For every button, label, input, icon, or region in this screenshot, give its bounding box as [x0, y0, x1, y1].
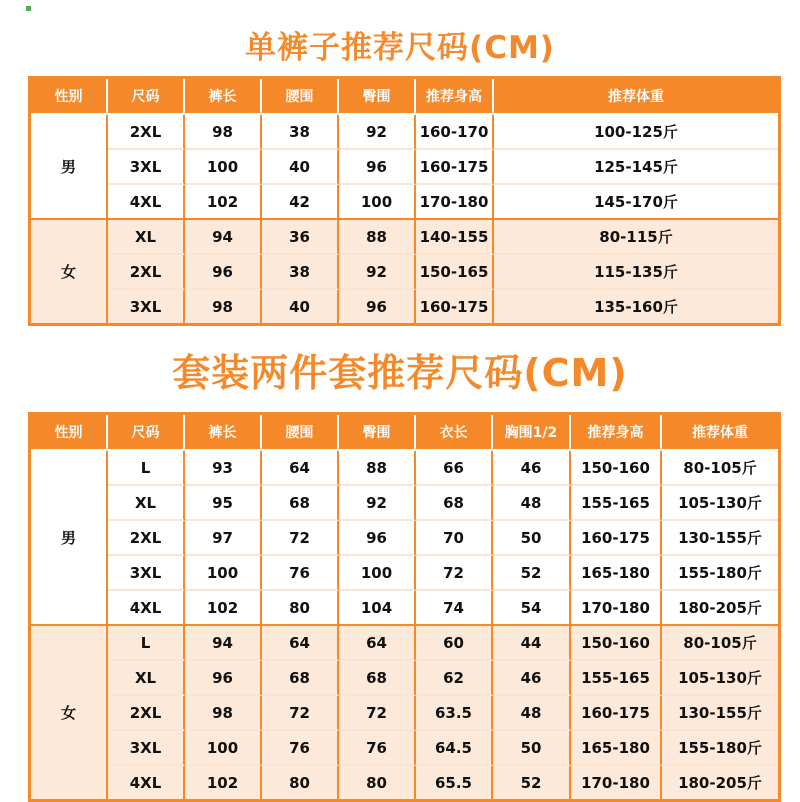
table-row — [31, 521, 778, 556]
table-row — [31, 766, 778, 799]
table-cell: 38 — [262, 255, 339, 290]
table-cell: 145-170斤 — [494, 185, 778, 220]
table-cell: 3XL — [108, 731, 185, 766]
table-cell: 180-205斤 — [662, 591, 778, 626]
gender-cell: 女 — [31, 626, 108, 799]
table-cell: 95 — [185, 486, 262, 521]
table-cell: 3XL — [108, 556, 185, 591]
table-cell: 52 — [493, 766, 571, 799]
column-header: 推荐体重 — [494, 79, 778, 115]
table-cell: 52 — [493, 556, 571, 591]
table-cell: 96 — [339, 290, 416, 323]
table-cell: 38 — [262, 115, 339, 150]
table-cell: 92 — [339, 255, 416, 290]
table-cell: 98 — [185, 115, 262, 150]
table-cell: 180-205斤 — [662, 766, 778, 799]
table-cell: 76 — [262, 556, 339, 591]
table-cell: L — [108, 626, 185, 661]
table-cell: 92 — [339, 115, 416, 150]
table-cell: 2XL — [108, 115, 185, 150]
table-row — [31, 731, 778, 766]
column-header: 腰围 — [262, 415, 339, 451]
table-row — [31, 290, 778, 323]
column-header: 衣长 — [416, 415, 493, 451]
table-cell: 80 — [262, 591, 339, 626]
table-cell: 150-160 — [571, 626, 662, 661]
header-row — [31, 79, 778, 115]
table-cell: 100 — [339, 556, 416, 591]
table-cell: 155-180斤 — [662, 731, 778, 766]
table-row — [31, 150, 778, 185]
table-cell: 155-165 — [571, 486, 662, 521]
table-cell: 76 — [262, 731, 339, 766]
table-cell: 3XL — [108, 290, 185, 323]
table-row — [31, 591, 778, 626]
table-cell: 160-175 — [416, 290, 494, 323]
table-cell: 80-105斤 — [662, 626, 778, 661]
male-size-group — [31, 451, 778, 626]
table-cell: 93 — [185, 451, 262, 486]
table-cell: 115-135斤 — [494, 255, 778, 290]
table-cell: 155-180斤 — [662, 556, 778, 591]
table-cell: 160-175 — [571, 521, 662, 556]
two-piece-set-size-table — [28, 412, 781, 802]
table-cell: 94 — [185, 626, 262, 661]
table-cell: 140-155 — [416, 220, 494, 255]
table-cell: 92 — [339, 486, 416, 521]
table-cell: 160-170 — [416, 115, 494, 150]
table-cell: 130-155斤 — [662, 521, 778, 556]
gender-cell: 男 — [31, 115, 108, 220]
table-cell: 100 — [339, 185, 416, 220]
table-row — [31, 185, 778, 220]
table-cell: 170-180 — [571, 591, 662, 626]
table-cell: 165-180 — [571, 731, 662, 766]
single-pants-title: 单裤子推荐尺码(CM) — [245, 30, 555, 66]
table-cell: XL — [108, 661, 185, 696]
table-cell: 125-145斤 — [494, 150, 778, 185]
table-cell: 88 — [339, 220, 416, 255]
table-cell: 70 — [416, 521, 493, 556]
table-cell: 48 — [493, 696, 571, 731]
female-size-group — [31, 220, 778, 323]
table-cell: 44 — [493, 626, 571, 661]
table-cell: 100 — [185, 150, 262, 185]
table-cell: 40 — [262, 290, 339, 323]
table-cell: 36 — [262, 220, 339, 255]
table-row — [31, 115, 778, 150]
table-cell: 80 — [262, 766, 339, 799]
table-cell: 100 — [185, 731, 262, 766]
table-cell: 80 — [339, 766, 416, 799]
table-cell: 2XL — [108, 696, 185, 731]
table-cell: 72 — [262, 521, 339, 556]
table-cell: 102 — [185, 591, 262, 626]
gender-cell: 女 — [31, 220, 108, 323]
table-cell: 130-155斤 — [662, 696, 778, 731]
table-cell: 65.5 — [416, 766, 493, 799]
column-header: 臀围 — [339, 415, 416, 451]
table-cell: 104 — [339, 591, 416, 626]
table-cell: 76 — [339, 731, 416, 766]
column-header: 臀围 — [339, 79, 416, 115]
column-header: 性别 — [31, 79, 108, 115]
table-cell: 105-130斤 — [662, 486, 778, 521]
column-header: 腰围 — [262, 79, 339, 115]
gender-cell: 男 — [31, 451, 108, 626]
table-row — [31, 556, 778, 591]
table-cell: 160-175 — [416, 150, 494, 185]
table-cell: 64.5 — [416, 731, 493, 766]
table-row — [31, 626, 778, 661]
table-cell: 50 — [493, 731, 571, 766]
table-cell: 40 — [262, 150, 339, 185]
table-cell: 4XL — [108, 185, 185, 220]
table-cell: XL — [108, 486, 185, 521]
male-size-group — [31, 115, 778, 220]
column-header: 推荐身高 — [416, 79, 494, 115]
column-header: 推荐体重 — [662, 415, 778, 451]
table-cell: 97 — [185, 521, 262, 556]
table-cell: 88 — [339, 451, 416, 486]
table-cell: 4XL — [108, 766, 185, 799]
table-row — [31, 220, 778, 255]
table-cell: 2XL — [108, 521, 185, 556]
table-cell: 150-165 — [416, 255, 494, 290]
column-header: 性别 — [31, 415, 108, 451]
corner-mark — [26, 6, 31, 11]
table-cell: 74 — [416, 591, 493, 626]
table-cell: 72 — [262, 696, 339, 731]
table-row — [31, 696, 778, 731]
table-cell: 68 — [416, 486, 493, 521]
table-cell: 2XL — [108, 255, 185, 290]
table-cell: 50 — [493, 521, 571, 556]
table-cell: 46 — [493, 661, 571, 696]
table-cell: 165-180 — [571, 556, 662, 591]
table-cell: 98 — [185, 696, 262, 731]
table-row — [31, 255, 778, 290]
column-header: 胸围1/2 — [493, 415, 571, 451]
table-cell: 68 — [262, 486, 339, 521]
table-cell: 105-130斤 — [662, 661, 778, 696]
table-cell: 60 — [416, 626, 493, 661]
table-cell: 96 — [185, 661, 262, 696]
table-cell: 80-115斤 — [494, 220, 778, 255]
table-cell: 96 — [339, 150, 416, 185]
table-cell: 64 — [262, 451, 339, 486]
table-cell: 42 — [262, 185, 339, 220]
table-cell: 68 — [339, 661, 416, 696]
table-cell: 63.5 — [416, 696, 493, 731]
table-cell: 160-175 — [571, 696, 662, 731]
table-cell: 54 — [493, 591, 571, 626]
table-cell: 46 — [493, 451, 571, 486]
column-header: 推荐身高 — [571, 415, 662, 451]
header-row — [31, 415, 778, 451]
two-piece-set-title: 套装两件套推荐尺码(CM) — [172, 351, 628, 395]
table-row — [31, 451, 778, 486]
table-row — [31, 486, 778, 521]
table-cell: 94 — [185, 220, 262, 255]
table-cell: 64 — [262, 626, 339, 661]
table-cell: 66 — [416, 451, 493, 486]
table-cell: 48 — [493, 486, 571, 521]
table-cell: 102 — [185, 185, 262, 220]
column-header: 尺码 — [108, 415, 185, 451]
table-cell: 135-160斤 — [494, 290, 778, 323]
column-header: 尺码 — [108, 79, 185, 115]
table-cell: 98 — [185, 290, 262, 323]
table-cell: 72 — [416, 556, 493, 591]
table-cell: 96 — [339, 521, 416, 556]
table-cell: 100 — [185, 556, 262, 591]
table-cell: 80-105斤 — [662, 451, 778, 486]
table-cell: 155-165 — [571, 661, 662, 696]
table-cell: 62 — [416, 661, 493, 696]
table-cell: 64 — [339, 626, 416, 661]
table-cell: XL — [108, 220, 185, 255]
table-cell: 68 — [262, 661, 339, 696]
table-cell: 170-180 — [571, 766, 662, 799]
table-cell: 3XL — [108, 150, 185, 185]
column-header: 裤长 — [185, 79, 262, 115]
table-cell: L — [108, 451, 185, 486]
female-size-group — [31, 626, 778, 799]
table-cell: 72 — [339, 696, 416, 731]
table-cell: 170-180 — [416, 185, 494, 220]
table-cell: 4XL — [108, 591, 185, 626]
table-cell: 100-125斤 — [494, 115, 778, 150]
table-row — [31, 661, 778, 696]
single-pants-size-table — [28, 76, 781, 326]
table-cell: 150-160 — [571, 451, 662, 486]
column-header: 裤长 — [185, 415, 262, 451]
table-cell: 102 — [185, 766, 262, 799]
table-cell: 96 — [185, 255, 262, 290]
